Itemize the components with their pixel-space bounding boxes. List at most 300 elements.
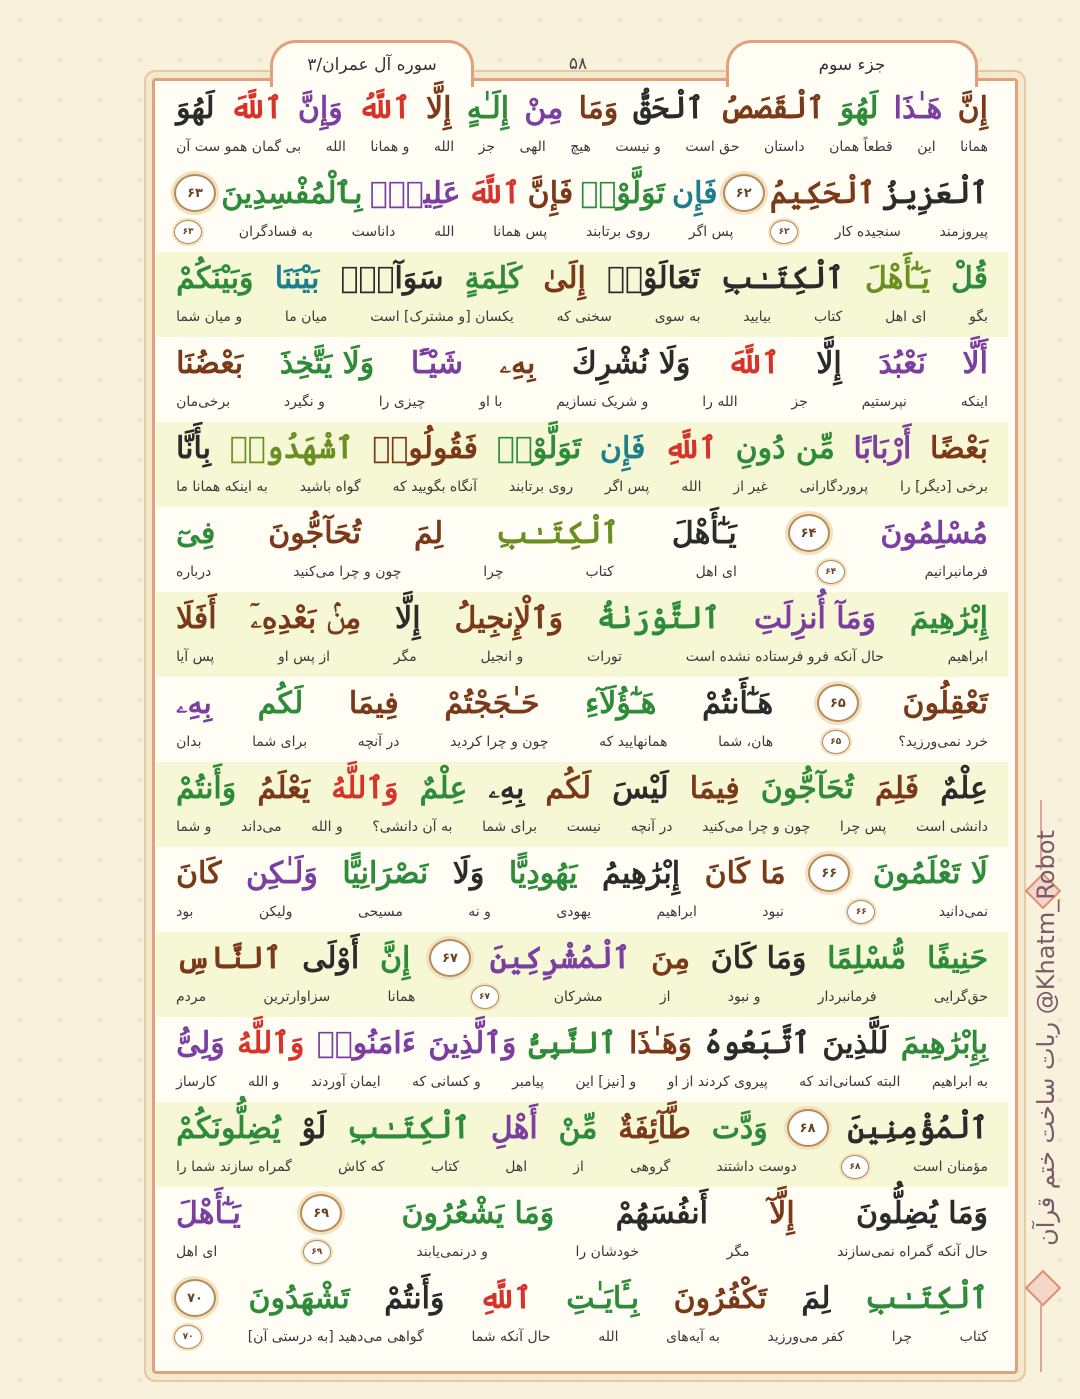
arabic-word: يَـٰٓأَهْلَ bbox=[176, 1195, 241, 1231]
arabic-word: تَعْقِلُونَ bbox=[902, 685, 988, 721]
arabic-word: وَمَآ أُنزِلَتِ bbox=[754, 600, 877, 636]
arabic-word: إِنَّ bbox=[379, 940, 411, 976]
arabic-word: قُلْ bbox=[950, 260, 988, 296]
persian-word: حق است bbox=[685, 139, 740, 155]
arabic-word: ٱللَّهِ bbox=[664, 430, 717, 466]
verse-number-marker: ۶۵ bbox=[817, 684, 859, 722]
persian-word: الله bbox=[681, 479, 702, 495]
arabic-word: لَكُم bbox=[545, 770, 592, 806]
arabic-line bbox=[174, 252, 990, 304]
arabic-word: لَهُوَ bbox=[176, 90, 215, 126]
persian-line bbox=[174, 729, 990, 755]
arabic-word: يَـٰٓأَهْلَ bbox=[671, 515, 737, 551]
persian-line bbox=[174, 559, 990, 585]
arabic-word: تَوَلَّوْا۟ bbox=[580, 175, 665, 211]
arabic-word: عَلِيمٌۢ bbox=[369, 175, 461, 211]
arabic-word: بِإِبْرَٰهِيمَ bbox=[900, 1025, 988, 1061]
persian-word: و کسانی که bbox=[411, 1074, 481, 1090]
arabic-line bbox=[174, 932, 990, 984]
persian-word: چرا bbox=[483, 564, 504, 580]
arabic-word: فِىٓ bbox=[176, 515, 216, 551]
arabic-word: لِمَ bbox=[801, 1280, 831, 1316]
arabic-word: لِمَ bbox=[414, 515, 444, 551]
arabic-word: مِّنْ bbox=[558, 1110, 598, 1146]
persian-line bbox=[174, 304, 990, 330]
arabic-word: وَمَا يُضِلُّونَ bbox=[856, 1195, 988, 1231]
arabic-word: وَبَيْنَكُمْ bbox=[176, 260, 254, 296]
verse-number-marker: ۶۷ bbox=[429, 939, 471, 977]
persian-word: پیروی کردند از او bbox=[667, 1074, 768, 1090]
persian-word: فرمانبردار bbox=[817, 989, 877, 1005]
persian-word: به سوی bbox=[654, 309, 701, 325]
arabic-word: يَعْلَمُ bbox=[257, 770, 311, 806]
arabic-word: بِٱلْمُفْسِدِينَ bbox=[221, 175, 363, 211]
arabic-word: أَرْبَابًا bbox=[853, 430, 912, 466]
persian-word: بگو bbox=[969, 309, 988, 325]
arabic-word: بِهِۦ bbox=[176, 685, 212, 721]
persian-word: مؤمنان است bbox=[913, 1159, 988, 1175]
arabic-word: فَإِن bbox=[599, 430, 646, 466]
arabic-word: ٱلْكِتَـٰبِ bbox=[720, 260, 844, 296]
verse-number-marker-small: ۷۰ bbox=[174, 1325, 202, 1349]
persian-word: الهی bbox=[519, 139, 546, 155]
arabic-word: بِأَنَّا bbox=[176, 430, 212, 466]
arabic-line bbox=[174, 1272, 990, 1324]
persian-word: گمراه سازند شما را bbox=[176, 1159, 292, 1175]
arabic-word: وَٱللَّهُ bbox=[237, 1025, 305, 1061]
arabic-word: يَـٰٓأَهْلَ bbox=[864, 260, 930, 296]
persian-word: الله bbox=[433, 139, 455, 155]
arabic-word: فِيمَا bbox=[689, 770, 740, 806]
verse-number-marker: ۶۴ bbox=[788, 514, 830, 552]
arabic-word: وَمَا bbox=[578, 90, 619, 126]
persian-word: چون و چرا می‌کنید bbox=[702, 819, 811, 835]
persian-line bbox=[174, 1239, 990, 1265]
verse-number-marker-small: ۶۵ bbox=[822, 730, 850, 754]
side-rule-bottom bbox=[1040, 1302, 1042, 1372]
verse-row bbox=[156, 592, 1008, 677]
persian-word: سخنی که bbox=[556, 309, 612, 325]
arabic-word: تَوَلَّوْا۟ bbox=[496, 430, 582, 466]
persian-word: الله را bbox=[702, 394, 738, 410]
persian-word: پروردگارانی bbox=[799, 479, 869, 495]
persian-word: به اینکه همانا ما bbox=[176, 479, 268, 495]
persian-word: برای شما bbox=[252, 734, 308, 750]
persian-word: الله bbox=[325, 139, 346, 155]
persian-word: در آنچه bbox=[630, 819, 673, 835]
persian-word: پس اگر bbox=[604, 479, 650, 495]
arabic-word: وَمَا كَانَ bbox=[710, 940, 807, 976]
persian-word: میان ما bbox=[284, 309, 328, 325]
persian-word: که کاش bbox=[337, 1159, 385, 1175]
arabic-word: تُحَآجُّونَ bbox=[760, 770, 854, 806]
arabic-line bbox=[174, 167, 990, 219]
persian-word: پس اگر bbox=[688, 224, 734, 240]
persian-word: البته کسانی‌اند که bbox=[799, 1074, 901, 1090]
persian-word: گواه باشید bbox=[299, 479, 361, 495]
verse-row bbox=[156, 337, 1008, 422]
arabic-word: نَعْبُدَ bbox=[878, 345, 926, 381]
persian-line bbox=[174, 134, 990, 160]
persian-word: نمی‌دانید bbox=[938, 904, 988, 920]
verse-row bbox=[156, 847, 1008, 932]
arabic-word: عِلْمٌ bbox=[419, 770, 468, 806]
persian-word: جز bbox=[478, 139, 496, 155]
arabic-word: تَكْفُرُونَ bbox=[673, 1280, 767, 1316]
persian-word: روی برتابند bbox=[508, 479, 574, 495]
persian-word: چرا bbox=[891, 1329, 913, 1345]
arabic-word: بَعْضًا bbox=[930, 430, 988, 466]
persian-word: همانا bbox=[960, 139, 988, 155]
arabic-word: تَعَالَوْا۟ bbox=[607, 260, 700, 296]
arabic-word: إِبْرَٰهِيمُ bbox=[601, 855, 681, 891]
juz-label: جزء سوم bbox=[726, 40, 978, 87]
watermark-handle: @Khatm_Robot bbox=[1032, 830, 1060, 1015]
arabic-word: مُسْلِمُونَ bbox=[880, 515, 988, 551]
verse-number-marker-small: ۶۴ bbox=[817, 560, 845, 584]
persian-word: مگر bbox=[726, 1244, 750, 1260]
arabic-word: ٱللَّهَ bbox=[229, 90, 283, 126]
persian-word: و [نیز] این bbox=[575, 1074, 637, 1090]
arabic-line bbox=[174, 1187, 990, 1239]
arabic-word: لَلَّذِينَ bbox=[822, 1025, 889, 1061]
arabic-word: ٱللَّهِ bbox=[478, 1280, 532, 1316]
verse-row bbox=[156, 1187, 1008, 1272]
verse-number-marker-small: ۶۶ bbox=[847, 900, 875, 924]
persian-word: مشرکان bbox=[553, 989, 603, 1005]
arabic-word: أَنفُسَهُمْ bbox=[615, 1195, 708, 1231]
arabic-line bbox=[174, 1017, 990, 1069]
persian-word: به آن دانشی؟ bbox=[372, 819, 453, 835]
arabic-word: حَنِيفًا bbox=[927, 940, 988, 976]
arabic-word: وَأَنتُمْ bbox=[384, 1280, 445, 1316]
arabic-word: بِهِۦ bbox=[488, 770, 525, 806]
persian-word: پس آیا bbox=[176, 649, 215, 665]
arabic-word: وَلَا يَتَّخِذَ bbox=[279, 345, 375, 381]
arabic-word: فَإِن bbox=[672, 175, 718, 211]
arabic-word: ٱلتَّوْرَىٰةُ bbox=[597, 600, 721, 636]
arabic-word: سَوَآءٍۭ bbox=[340, 260, 444, 296]
arabic-word: إِلَـٰهٍ bbox=[466, 90, 510, 126]
persian-word: چون و چرا کردید bbox=[450, 734, 549, 750]
verse-number-marker: ۶۹ bbox=[300, 1194, 342, 1232]
arabic-word: وَمَا يَشْعُرُونَ bbox=[401, 1195, 555, 1231]
arabic-word: ٱلْكِتَـٰبِ bbox=[347, 1110, 471, 1146]
arabic-word: وَلَـٰكِن bbox=[246, 855, 318, 891]
arabic-word: أَوْلَى bbox=[302, 940, 360, 976]
persian-word: تورات bbox=[587, 649, 623, 665]
arabic-word: فِيمَا bbox=[348, 685, 399, 721]
arabic-word: مَا كَانَ bbox=[704, 855, 786, 891]
arabic-line bbox=[174, 1102, 990, 1154]
persian-word: دوست داشتند bbox=[716, 1159, 797, 1175]
persian-word: غیر از bbox=[733, 479, 768, 495]
persian-word: درباره bbox=[176, 564, 212, 580]
persian-word: و نیست bbox=[615, 139, 661, 155]
verse-row bbox=[156, 167, 1008, 252]
persian-word: و نه bbox=[468, 904, 491, 920]
arabic-word: إِلَّآ bbox=[769, 1195, 795, 1231]
persian-line bbox=[174, 1324, 990, 1350]
verse-row bbox=[156, 677, 1008, 762]
arabic-word: ٱلْكِتَـٰبِ bbox=[864, 1280, 988, 1316]
verse-number-marker: ۷۰ bbox=[174, 1279, 216, 1317]
arabic-word: شَيْـًٔا bbox=[410, 345, 463, 381]
persian-word: و نبود bbox=[727, 989, 761, 1005]
persian-word: کتاب bbox=[585, 564, 614, 580]
persian-word: ابراهیم bbox=[947, 649, 988, 665]
arabic-word: ٱللَّهَ bbox=[727, 345, 780, 381]
arabic-word: ٱلْعَزِيزُ bbox=[882, 175, 988, 211]
persian-word: گواهی می‌دهید [به درستی آن] bbox=[247, 1329, 424, 1345]
persian-word: کتاب bbox=[813, 309, 843, 325]
arabic-word: لَيْسَ bbox=[612, 770, 669, 806]
persian-word: حال آنکه گمراه نمی‌سازند bbox=[837, 1244, 988, 1260]
persian-word: چون و چرا می‌کنید bbox=[293, 564, 402, 580]
persian-word: بود bbox=[176, 904, 194, 920]
persian-word: دانشی است bbox=[916, 819, 988, 835]
persian-word: چیزی را bbox=[378, 394, 426, 410]
persian-word: و شما bbox=[176, 819, 212, 835]
verse-row bbox=[156, 762, 1008, 847]
arabic-word: لَهُوَ bbox=[839, 90, 879, 126]
arabic-word: ٱلْمُؤْمِنِينَ bbox=[847, 1110, 988, 1146]
arabic-word: ٱتَّبَعُوهُ bbox=[704, 1025, 810, 1061]
arabic-word: بَعْضُنَا bbox=[176, 345, 244, 381]
arabic-word: نَصْرَانِيًّا bbox=[342, 855, 429, 891]
persian-word: و الله bbox=[311, 819, 343, 835]
verse-number-marker-small: ۶۸ bbox=[841, 1155, 869, 1179]
persian-word: می‌داند bbox=[241, 819, 282, 835]
arabic-word: لَا تَعْلَمُونَ bbox=[872, 855, 988, 891]
page-number: ۵۸ bbox=[568, 54, 588, 74]
verse-number-marker-small: ۶۳ bbox=[174, 220, 202, 244]
arabic-word: بِـَٔايَـٰتِ bbox=[566, 1280, 640, 1316]
persian-line bbox=[174, 814, 990, 840]
arabic-word: أَفَلَا bbox=[176, 600, 217, 636]
arabic-word: وَٱلَّذِينَ bbox=[428, 1025, 517, 1061]
persian-word: مگر bbox=[393, 649, 417, 665]
persian-word: بیایید bbox=[743, 309, 772, 325]
verse-number-marker-small: ۶۷ bbox=[471, 985, 499, 1009]
arabic-line bbox=[174, 337, 990, 389]
persian-word: پیامبر bbox=[512, 1074, 545, 1090]
persian-word: ایمان آوردند bbox=[310, 1074, 381, 1090]
persian-word: و انجیل bbox=[480, 649, 524, 665]
persian-word: سزاوارترین bbox=[263, 989, 331, 1005]
arabic-word: مِّن دُونِ bbox=[735, 430, 835, 466]
persian-word: کفر می‌ورزید bbox=[767, 1329, 845, 1345]
persian-word: ای اهل bbox=[695, 564, 737, 580]
verse-number-marker-small: ۶۹ bbox=[303, 1240, 331, 1264]
arabic-word: وَأَنتُمْ bbox=[176, 770, 237, 806]
persian-word: ولیکن bbox=[258, 904, 293, 920]
persian-word: برای شما bbox=[482, 819, 538, 835]
persian-word: ای اهل bbox=[885, 309, 927, 325]
arabic-word: ٱلنَّبِىُّ bbox=[528, 1025, 617, 1061]
persian-word: برخی‌مان bbox=[176, 394, 231, 410]
persian-word: پس همانا bbox=[493, 224, 548, 240]
arabic-word: ٱلنَّاسِ bbox=[176, 940, 282, 976]
verse-rows bbox=[156, 82, 1008, 1357]
persian-word: گروهی bbox=[630, 1159, 671, 1175]
persian-word: نپرستیم bbox=[861, 394, 907, 410]
arabic-word: عِلْمٌ bbox=[940, 770, 988, 806]
arabic-word: ءَامَنُوا۟ bbox=[316, 1025, 416, 1061]
arabic-word: يَهُودِيًّا bbox=[508, 855, 578, 891]
arabic-line bbox=[174, 507, 990, 559]
persian-word: نیست bbox=[566, 819, 602, 835]
verse-row bbox=[156, 82, 1008, 167]
persian-word: خرد نمی‌ورزید؟ bbox=[898, 734, 988, 750]
persian-word: از bbox=[573, 1159, 584, 1175]
persian-word: پیروزمند bbox=[939, 224, 988, 240]
persian-word: اینکه bbox=[960, 394, 988, 410]
verse-number-marker: ۶۶ bbox=[808, 854, 850, 892]
persian-word: و میان شما bbox=[176, 309, 243, 325]
verse-row bbox=[156, 932, 1008, 1017]
arabic-word: تَشْهَدُونَ bbox=[248, 1280, 350, 1316]
persian-word: و شریک نسازیم bbox=[556, 394, 649, 410]
arabic-word: فَإِنَّ bbox=[527, 175, 574, 211]
arabic-word: ٱشْهَدُوا۟ bbox=[229, 430, 354, 466]
persian-line bbox=[174, 474, 990, 500]
arabic-word: هَـٰٓأَنتُمْ bbox=[702, 685, 774, 721]
arabic-word: وَلَا bbox=[452, 855, 485, 891]
persian-word: این bbox=[917, 139, 936, 155]
persian-word: سنجیده کار bbox=[834, 224, 901, 240]
persian-word: داناست bbox=[351, 224, 396, 240]
persian-word: با او bbox=[479, 394, 503, 410]
persian-word: اهل bbox=[505, 1159, 528, 1175]
surah-label: سوره آل عمران/۳ bbox=[270, 40, 474, 87]
persian-word: الله bbox=[434, 224, 455, 240]
arabic-word: كَانَ bbox=[176, 855, 222, 891]
arabic-word: مِنْ bbox=[524, 90, 564, 126]
arabic-word: وَدَّت bbox=[711, 1110, 768, 1146]
persian-word: همانهایید که bbox=[599, 734, 668, 750]
persian-line bbox=[174, 389, 990, 415]
persian-word: و همانا bbox=[370, 139, 410, 155]
arabic-word: هَـٰٓؤُلَآءِ bbox=[585, 685, 657, 721]
persian-word: و نگیرد bbox=[283, 394, 325, 410]
arabic-word: ٱللَّهُ bbox=[357, 90, 411, 126]
persian-word: هان، شما bbox=[718, 734, 774, 750]
persian-word: به ابراهیم bbox=[931, 1074, 988, 1090]
persian-line bbox=[174, 1069, 990, 1095]
persian-word: از bbox=[659, 989, 671, 1005]
verse-number-marker: ۶۲ bbox=[723, 174, 765, 212]
persian-word: حق‌گرایی bbox=[933, 989, 988, 1005]
persian-word: نبود bbox=[762, 904, 784, 920]
persian-word: یهودی bbox=[556, 904, 592, 920]
persian-line bbox=[174, 984, 990, 1010]
arabic-word: هَـٰذَا bbox=[893, 90, 943, 126]
watermark bbox=[1022, 818, 1070, 1258]
arabic-word: ٱلْمُشْرِكِينَ bbox=[489, 940, 631, 976]
arabic-word: وَٱللَّهُ bbox=[331, 770, 399, 806]
persian-word: الله bbox=[598, 1329, 619, 1345]
persian-word: قطعاً همان bbox=[829, 139, 893, 155]
persian-word: خودشان را bbox=[575, 1244, 639, 1260]
persian-line bbox=[174, 219, 990, 245]
persian-word: حال آنکه فرو فرستاده نشده است bbox=[685, 649, 884, 665]
arabic-word: إِبْرَٰهِيمَ bbox=[909, 600, 988, 636]
arabic-word: فَلِمَ bbox=[874, 770, 920, 806]
arabic-word: ٱلْحَكِيمُ bbox=[769, 175, 876, 211]
persian-word: کارساز bbox=[176, 1074, 217, 1090]
verse-number-marker-small: ۶۲ bbox=[770, 220, 798, 244]
persian-word: بدان bbox=[176, 734, 202, 750]
arabic-word: تُحَآجُّونَ bbox=[268, 515, 362, 551]
arabic-word: وَٱلْإِنجِيلُ bbox=[454, 600, 564, 636]
persian-word: کتاب bbox=[430, 1159, 460, 1175]
verse-row bbox=[156, 1102, 1008, 1187]
verse-row bbox=[156, 507, 1008, 592]
persian-word: روی برتابند bbox=[585, 224, 651, 240]
arabic-word: إِنَّ bbox=[957, 90, 988, 126]
arabic-word: وَإِنَّ bbox=[297, 90, 343, 126]
arabic-word: وَهَـٰذَا bbox=[628, 1025, 693, 1061]
persian-word: در آنچه bbox=[357, 734, 400, 750]
persian-word: پس چرا bbox=[839, 819, 887, 835]
arabic-line bbox=[174, 847, 990, 899]
persian-line bbox=[174, 899, 990, 925]
persian-word: و درنمی‌یابند bbox=[416, 1244, 488, 1260]
arabic-word: وَلَا نُشْرِكَ bbox=[571, 345, 691, 381]
persian-word: حال آنکه شما bbox=[471, 1329, 551, 1345]
arabic-word: ٱلْحَقُّ bbox=[633, 90, 704, 126]
watermark-bot-name: ربات ساخت ختم قرآن bbox=[1032, 1021, 1060, 1246]
verse-number-marker: ۶۸ bbox=[787, 1109, 829, 1147]
persian-word: به فسادگران bbox=[238, 224, 313, 240]
persian-word: و الله bbox=[247, 1074, 280, 1090]
arabic-word: كَلِمَةٍ bbox=[464, 260, 523, 296]
arabic-line bbox=[174, 677, 990, 729]
arabic-word: فَقُولُوا۟ bbox=[372, 430, 478, 466]
persian-word: به آیه‌های bbox=[666, 1329, 720, 1345]
persian-word: داستان bbox=[763, 139, 805, 155]
arabic-word: مِنَ bbox=[651, 940, 691, 976]
persian-word: ابراهیم bbox=[656, 904, 697, 920]
arabic-word: طَّآئِفَةٌ bbox=[618, 1110, 691, 1146]
arabic-line bbox=[174, 762, 990, 814]
persian-line bbox=[174, 1154, 990, 1180]
arabic-line bbox=[174, 422, 990, 474]
arabic-word: مِنۢ بَعْدِهِۦٓ bbox=[250, 600, 362, 636]
persian-word: بی گمان همو ست آن bbox=[176, 139, 302, 155]
arabic-word: إِلَّا bbox=[816, 345, 842, 381]
persian-word: یکسان [و مشترک] است bbox=[370, 309, 514, 325]
verse-row bbox=[156, 252, 1008, 337]
persian-word: برخی [دیگر] را bbox=[899, 479, 988, 495]
persian-word: هیچ bbox=[570, 139, 591, 155]
arabic-word: بَيْنَنَا bbox=[274, 260, 320, 296]
persian-word: فرمانبرانیم bbox=[924, 564, 988, 580]
arabic-word: حَـٰجَجْتُمْ bbox=[444, 685, 540, 721]
persian-word: مردم bbox=[176, 989, 207, 1005]
persian-word: ای اهل bbox=[176, 1244, 218, 1260]
arabic-word: ٱلْقَصَصُ bbox=[719, 90, 825, 126]
arabic-word: إِلَّا bbox=[426, 90, 452, 126]
arabic-word: وَلِىُّ bbox=[176, 1025, 225, 1061]
persian-word: جز bbox=[791, 394, 808, 410]
persian-line bbox=[174, 644, 990, 670]
arabic-word: يُضِلُّونَكُمْ bbox=[176, 1110, 281, 1146]
arabic-word: أَلَّا bbox=[962, 345, 988, 381]
persian-word: آنگاه بگویید که bbox=[392, 479, 478, 495]
arabic-line bbox=[174, 592, 990, 644]
